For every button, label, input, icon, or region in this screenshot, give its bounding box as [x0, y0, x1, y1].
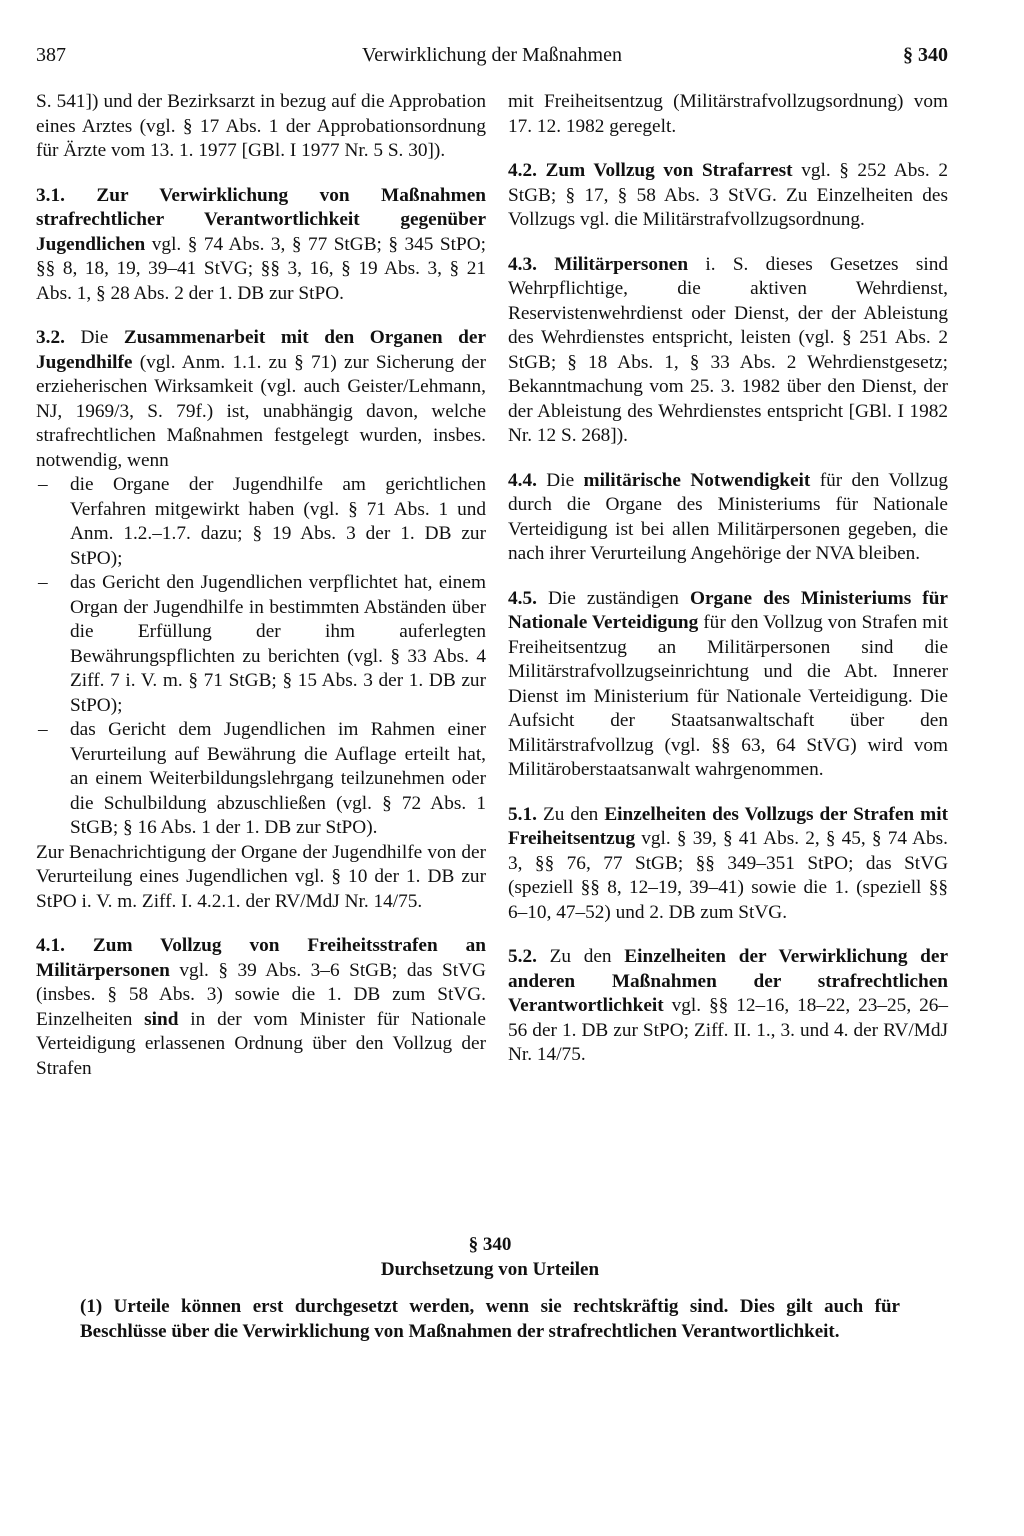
paragraph-text: vgl. § 39 Abs. 3–6 StGB; das StVG (insbes. § 58 Abs. 3) sowie die 1. DB zum StVG. Einzelheiten: [36, 959, 486, 1030]
paragraph-after-list: Zur Benachrichtigung der Organe der Jugendhilfe von der Verurteilung eines Jugendlichen vgl. § 10 der 1. DB zur StPO i. V. m. Ziff. I. 4.2.1. der RV/MdJ Nr. 14/75.: [36, 841, 486, 912]
paragraph-3-1: [36, 184, 486, 307]
paragraph-3-2: [36, 326, 486, 914]
paragraph-number: 3.1.: [36, 184, 65, 206]
paragraph-bold: Militärpersonen: [554, 253, 689, 275]
paragraph-bold: Einzelheiten der Verwirklichung der anderen Maßnahmen der strafrechtlichen Verantwortlichkeit: [508, 946, 949, 1016]
paragraph-pre: Die: [546, 469, 575, 491]
right-column: [508, 90, 948, 1088]
paragraph-text: in der vom Minister für Nationale Verteidigung erlassenen Ordnung über den Vollzug der Strafen: [36, 1008, 486, 1079]
paragraph-4-4: [508, 469, 948, 567]
paragraph-bold: sind: [144, 1008, 179, 1030]
paragraph-text: vgl. § 252 Abs. 2 StGB; § 17, § 58 Abs. 3 StVG. Zu Einzelheiten des Vollzugs vgl. die Militärstrafvollzugsordnung.: [508, 160, 948, 230]
paragraph-bold: Zum Vollzug von Freiheitsstrafen an Militärpersonen: [36, 935, 486, 981]
paragraph-number: 4.4.: [508, 469, 537, 491]
paragraph-number: 4.2.: [508, 160, 537, 181]
paragraph-number: 3.2.: [36, 327, 65, 348]
paragraph-4-3: [508, 253, 948, 449]
left-column: [36, 90, 486, 1101]
paragraph-bold: Organe des Ministeriums für Nationale Verteidigung: [508, 587, 948, 633]
section-340-block: [80, 1232, 900, 1344]
paragraph-pre: Die zuständigen: [547, 587, 679, 609]
paragraph-number: 5.1.: [508, 803, 537, 825]
paragraph-bold: Zur Verwirklichung von Maßnahmen strafrechtlicher Verantwortlichkeit gegenüber Jugendlichen: [36, 184, 486, 255]
paragraph-text: vgl. §§ 12–16, 18–22, 23–25, 26–56 der 1. DB zur StPO; Ziff. II. 1., 3. und 4. der RV/MdJ Nr. 14/75.: [508, 995, 948, 1065]
paragraph-bold: Zum Vollzug von Strafarrest: [545, 160, 793, 181]
intro-paragraph: [36, 90, 486, 164]
paragraph-text: für den Vollzug durch die Organe des Ministeriums für Nationale Verteidigung ist bei allen Militärpersonen gegeben, die nach ihrer Verurteilung Angehörige der NVA bleiben.: [508, 469, 949, 564]
section-marker: § 340: [903, 44, 948, 66]
paragraph-bold: Zusammenarbeit mit den Organen der Jugendhilfe: [36, 327, 487, 373]
paragraph-number: 4.5.: [508, 587, 537, 609]
paragraph-text: (vgl. Anm. 1.1. zu § 71) zur Sicherung der erzieherischen Wirksamkeit (vgl. auch Geister/Lehmann, NJ, 1969/3, S. 79f.) ist, unabhängig davon, welche strafrechtlichen Maßnahmen festgelegt wurden, insbes. notwendig, wenn: [36, 351, 486, 471]
section-number: § 340: [468, 1234, 512, 1255]
paragraph-text: vgl. § 74 Abs. 3, § 77 StGB; § 345 StPO; §§ 8, 18, 19, 39–41 StVG; §§ 3, 16, § 19 Abs. 3, § 21 Abs. 1, § 28 Abs. 2 der 1. DB zur StPO.: [36, 233, 486, 304]
paragraph-4-1: [36, 934, 486, 1081]
paragraph-4-2: [508, 159, 948, 233]
running-title: Verwirklichung der Maßnahmen: [362, 44, 622, 66]
section-heading: Durchsetzung von Urteilen: [380, 1259, 600, 1280]
continuation-paragraph: [508, 90, 948, 139]
page-number: 387: [36, 44, 66, 66]
paragraph-pre: Zu den: [542, 803, 599, 825]
paragraph-text: i. S. dieses Gesetzes sind Wehrpflichtige, die aktiven Wehrdienst, Reservistenwehrdienst oder Dienst, der der Ableistung des Wehrdienstes entspricht, leisten (vgl. § 251 Abs. 2 StGB; § 18 Abs. 1, § 33 Abs. 2 Wehrdienstgesetz; Bekanntmachung vom 25. 3. 1982 über den Dienst, der der Ableistung des Wehrdienstes entspricht [GBl. I 1982 Nr. 12 S. 268]).: [508, 253, 948, 446]
paragraph-bold: militärische Notwendigkeit: [583, 469, 811, 491]
paragraph-pre: Die: [80, 327, 109, 348]
paragraph-text: vgl. § 39, § 41 Abs. 2, § 45, § 74 Abs. 3, §§ 76, 77 StGB; §§ 349–351 StPO; das StVG (speziell §§ 8, 12–19, 39–41) sowie die 1. (speziell §§ 6–10, 47–52) und 2. DB zum StVG.: [508, 828, 948, 923]
paragraph-number: 4.1.: [36, 935, 65, 956]
list-item: – das Gericht dem Jugendlichen im Rahmen einer Verurteilung auf Bewährung die Auflage erteilt hat, an einem Weiterbildungslehrgang teilzunehmen oder die Schulbildung abzuschließen (vgl. § 72 Abs. 1 StGB; § 16 Abs. 1 der 1. DB zur StPO).: [36, 718, 486, 841]
continuation-text: mit Freiheitsentzug (Militärstrafvollzugsordnung) vom 17. 12. 1982 geregelt.: [508, 91, 948, 137]
paragraph-bold: Einzelheiten des Vollzugs der Strafen mit Freiheitsentzug: [508, 803, 948, 849]
paragraph-5-1: [508, 803, 948, 926]
paragraph-5-2: [508, 945, 948, 1068]
intro-text: S. 541]) und der Bezirksarzt in bezug auf die Approbation eines Arztes (vgl. § 17 Abs. 1 der Approbationsordnung für Ärzte vom 13. 1. 1977 [GBl. I 1977 Nr. 5 S. 30]).: [36, 91, 486, 161]
list-item: – das Gericht den Jugendlichen verpflichtet hat, einem Organ der Jugendhilfe in bestimmten Abständen über die Erfüllung der ihm auferlegten Bewährungspflichten zu berichten (vgl. § 33 Abs. 4 Ziff. 7 i. V. m. § 71 StGB; § 15 Abs. 3 der 1. DB zur StPO);: [36, 571, 486, 718]
paragraph-number: 5.2.: [508, 946, 537, 967]
section-paragraph-1: (1) Urteile können erst durchgesetzt werden, wenn sie rechtskräftig sind. Dies gilt auch für Beschlüsse über die Verwirklichung von Maßnahmen der strafrechtlichen Verantwortlichkeit.: [80, 1296, 900, 1342]
paragraph-number: 4.3.: [508, 253, 537, 275]
paragraph-pre: Zu den: [549, 946, 612, 967]
paragraph-text: für den Vollzug von Strafen mit Freiheitsentzug an Militärpersonen sind die Militärstrafvollzugseinrichtung und die Abt. Innerer Dienst im Ministerium für Nationale Verteidigung. Die Aufsicht der Staatsanwaltschaft über den Militärstrafvollzug (vgl. §§ 63, 64 StVG) wird vom Militäroberstaatsanwalt wahrgenommen.: [508, 612, 948, 780]
list-item: – die Organe der Jugendhilfe am gerichtlichen Verfahren mitgewirkt haben (vgl. § 71 Abs. 1 und Anm. 1.2.–1.7. dazu; § 19 Abs. 3 der 1. DB zur StPO);: [36, 473, 486, 571]
dash-list: [36, 473, 486, 841]
page-header: [36, 44, 948, 74]
paragraph-4-5: [508, 587, 948, 783]
